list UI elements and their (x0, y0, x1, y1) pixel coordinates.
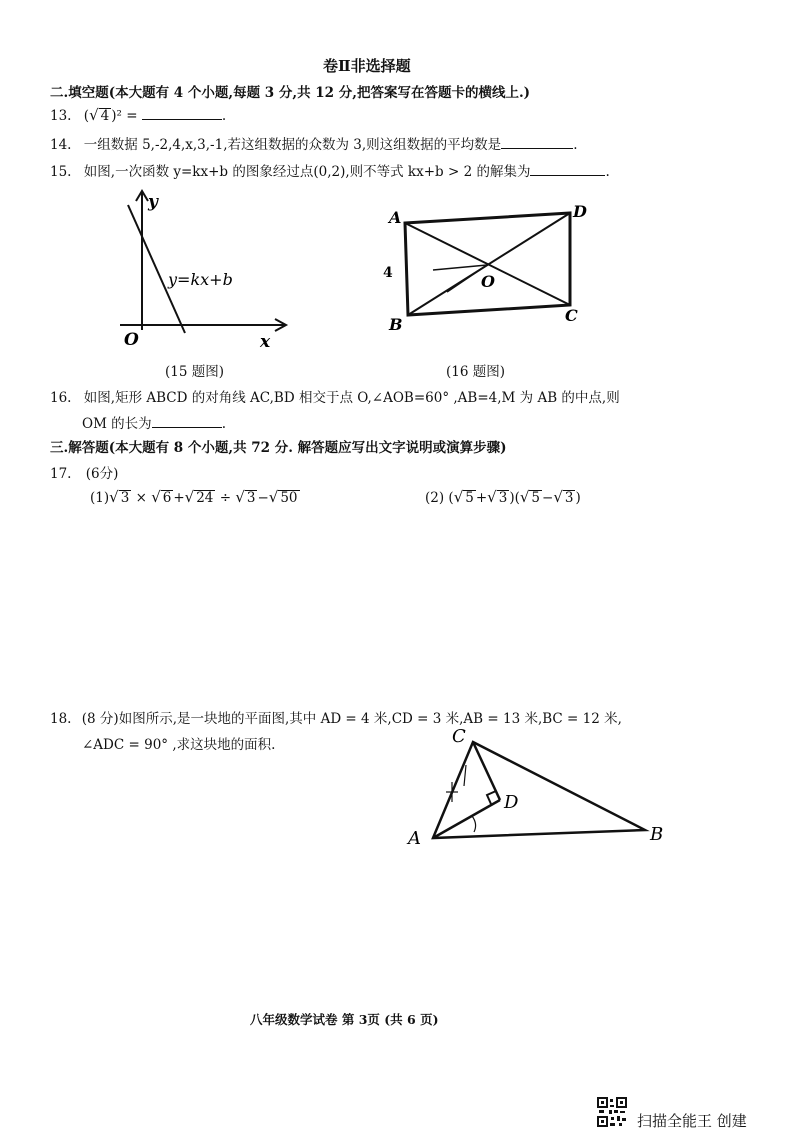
question-13-number: 13. (50, 108, 72, 124)
question-16-line1: 如图,矩形 ABCD 的对角线 AC,BD 相交于点 O,∠AOB=60° ,AB=4,M 为 AB 的中点,则 (83, 390, 620, 406)
question-13: 13. (√ 4 )² = . (50, 106, 227, 124)
figure-16 (375, 195, 595, 340)
side-ab-label: 4 (383, 265, 393, 281)
question-18-number: 18. (50, 711, 72, 727)
radicand: 24 (196, 490, 214, 506)
figure-16-caption: (16 题图) (446, 364, 506, 380)
origin-label: O (124, 330, 139, 350)
vertex-d: D (573, 202, 587, 221)
radical-icon: √ (487, 488, 497, 506)
vertex-b: B (389, 315, 403, 334)
answer-blank-14[interactable] (501, 136, 573, 149)
question-18-line2: ∠ADC = 90° ,求这块地的面积. (82, 737, 276, 753)
figure-15-caption: (15 题图) (165, 364, 225, 380)
vertex-a: A (389, 208, 402, 227)
radicand: 3 (564, 490, 574, 506)
radical-icon: √ (268, 488, 279, 506)
operator: − (542, 490, 554, 506)
question-17-heading (50, 462, 118, 482)
answer-blank-16[interactable] (152, 415, 222, 428)
qr-code-icon (597, 1097, 627, 1127)
solve-section-header: 三.解答题(本大题有 8 个小题,共 72 分. 解答题应写出文字说明或演算步骤) (50, 440, 507, 456)
figure-18 (400, 720, 680, 855)
radicand: 5 (465, 490, 474, 506)
scanner-watermark: 扫描全能王 创建 (637, 1112, 747, 1130)
function-line (128, 205, 185, 333)
radical-icon: √ (184, 488, 195, 506)
vertex-c: C (452, 726, 466, 747)
vertex-d: D (504, 792, 519, 813)
part-1-label: (1) (90, 490, 110, 506)
question-17-number: 17. (50, 466, 72, 482)
answer-blank-15[interactable] (530, 163, 605, 176)
question-14-number: 14. (50, 137, 72, 153)
section-title: 卷Ⅱ非选择题 (323, 57, 411, 75)
auxiliary-mark (464, 765, 466, 786)
question-14: 14. 一组数据 5,-2,4,x,3,-1,若这组数据的众数为 3,则这组数据的平均数是 . (50, 137, 578, 153)
radicand: 50 (280, 490, 298, 506)
radical-icon: √ (151, 488, 161, 506)
question-13-paren: ( (83, 108, 90, 124)
question-16-cont: OM 的长为 . (82, 416, 226, 432)
fill-section-header: 二.填空题(本大题有 4 个小题,每题 3 分,共 12 分,把答案写在答题卡的横线上.) (50, 85, 531, 101)
question-16-line2: OM 的长为 (82, 416, 152, 432)
question-13-power: )² = (111, 108, 138, 124)
question-18-line1: (8 分)如图所示,是一块地的平面图,其中 AD = 4 米,CD = 3 米,AB = 13 米,BC = 12 米, (81, 711, 622, 727)
x-axis-label: x (260, 332, 271, 352)
radical-icon: √ (519, 488, 530, 506)
page-footer: 八年级数学试卷 第 3页 (共 6 页) (250, 1012, 439, 1027)
triangle-abc (433, 742, 645, 838)
question-13-radicand: 4 (100, 108, 110, 124)
segment-ad (433, 800, 500, 838)
operator: + (475, 490, 488, 506)
part-2-label: (2) (425, 490, 445, 506)
vertex-a: A (408, 828, 421, 849)
question-17-part1 (90, 488, 300, 506)
radical-icon: √ (89, 106, 99, 124)
diagonal-bd (408, 213, 570, 315)
radical-icon: √ (235, 488, 245, 506)
radicand: 3 (498, 490, 508, 506)
question-15: 15. 如图,一次函数 y=kx+b 的图象经过点(0,2),则不等式 kx+b > 2 的解集为 . (50, 164, 610, 180)
radicand: 6 (162, 490, 172, 506)
radicand: 5 (531, 490, 541, 506)
question-14-text: 一组数据 5,-2,4,x,3,-1,若这组数据的众数为 3,则这组数据的平均数是 (83, 137, 502, 153)
question-15-text: 如图,一次函数 y=kx+b 的图象经过点(0,2),则不等式 kx+b > 2 的解集为 (83, 164, 531, 180)
vertex-c: C (565, 306, 578, 325)
center-o: O (481, 272, 495, 291)
figure-15 (110, 185, 310, 360)
question-17-part2: (2) (√ 5 +√ 3 )(√ 5 −√ 3 ) (425, 488, 581, 506)
operator: × (135, 490, 147, 506)
angle-arc (472, 816, 476, 832)
radical-icon: √ (109, 488, 119, 506)
operator: + (173, 490, 185, 506)
operator: − (257, 490, 269, 506)
question-15-number: 15. (50, 164, 72, 180)
radical-icon: √ (453, 488, 464, 506)
radical-icon: √ (553, 488, 563, 506)
y-axis-label: y (148, 192, 158, 212)
question-16-number: 16. (50, 390, 72, 406)
operator: ÷ (219, 490, 232, 506)
line-label: y=kx+b (168, 270, 233, 289)
answer-blank-13[interactable] (142, 107, 222, 120)
vertex-b: B (650, 824, 664, 845)
question-16 (50, 386, 620, 406)
radicand: 3 (120, 490, 130, 506)
radicand: 3 (246, 490, 256, 506)
question-17-score: (6分) (85, 466, 119, 482)
